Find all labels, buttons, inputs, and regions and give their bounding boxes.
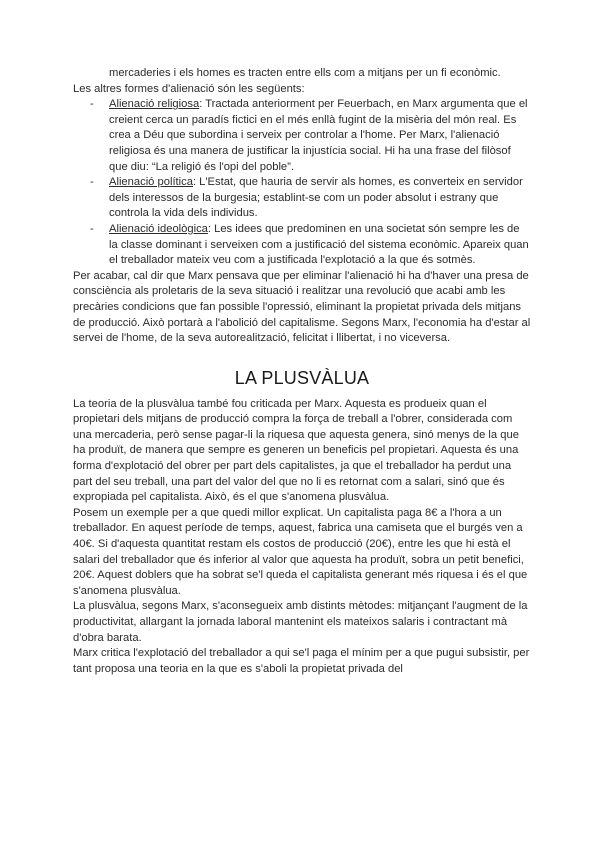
list-dash: - [90,222,94,235]
list-item-ideological-alienation [73,222,531,269]
other-forms-intro: Les altres formes d'alienació són les següents: [73,82,305,95]
item-text: : L'Estat, que hauria de servir als homes, es converteix en servidor dels interessos de la burgesia; establint-se com un poder absolut i estrany que controla la vida dels individus. [109,176,523,220]
section-title: LA PLUSVÀLUA [234,367,370,388]
list-item-political-alienation [73,175,531,222]
list-dash: - [90,176,94,189]
term-ideological-alienation: Alienació ideològica [109,222,208,235]
list-dash: - [90,98,94,111]
item-text: : Les idees que predominen en una societat són sempre les de la classe dominant i serveixen com a justificació del sistema econòmic. Apareix quan el treballador mateix veu com a justificada l'explotació a la que és sotmès. [109,222,529,267]
item-text: : Tractada anteriorment per Feuerbach, en Marx argumenta que el creient cerca un paradís fictici en el més enllà fugint de la misèria del món real. Es crea a Déu que subordina i serveix per controlar a l'home. Per Marx, l'alienació religiosa és una manera de justificar la injustícia social. Hi ha una frase del filòsof que diu: “La religió és l'opi del poble”. [109,98,528,173]
term-religious-alienation: Alienació religiosa [109,98,200,111]
intro-continuation: mercaderies i els homes es tracten entre ells com a mitjans per un fi econòmic. [109,67,501,79]
document-body [73,66,531,677]
conclusion-paragraph: Per acabar, cal dir que Marx pensava que per eliminar l'alienació hi ha d'haver una presa de consciència als proletaris de la seva situació i realitzar una revolució que acabi amb les precàries condicions que fan possible l'opressió, eliminant la propietat privada dels mitjans de producció. Això portarà a l'abolició del capitalisme. Segons Marx, l'economia ha d'estar al servei de l'home, de la seva autorealització, felicitat i llibertat, i no viceversa. [73,269,531,345]
term-political-alienation: Alienació política [109,176,193,189]
alienation-forms-list [73,97,531,269]
plusvalua-paragraph-4: Marx critica l'explotació del treballador a qui se'l paga el mínim per a que pugui subsistir, per tant proposa una teoria en la que es s'aboli la propietat privada del [73,647,530,675]
plusvalua-paragraph-2: Posem un exemple per a que quedi millor explicat. Un capitalista paga 8€ a l'hora a un treballador. En aquest període de temps, aquest, fabrica una camiseta que el burgés ven a 40€. Si d'aquesta quantitat restam els costos de producció (20€), entre les que hi està el salari del treballador que és inferior al valor que aquesta ha produït, sobra un petit benefici, 20€. Aquest doblers que ha sobrat se'l queda el capitalista generant més riquesa i és el que s'anomena plusvàlua. [73,506,528,597]
list-item-religious-alienation [73,97,531,175]
plusvalua-paragraph-3: La plusvàlua, segons Marx, s'aconsegueix amb distints mètodes: mitjançant l'augment de la productivitat, allargant la jornada laboral mantenint els mateixos salaris i contractant mà d'obra barata. [73,600,528,644]
plusvalua-paragraph-1: La teoria de la plusvàlua també fou criticada per Marx. Aquesta es produeix quan el propietari dels mitjans de producció compra la força de treball a l'obrer, considerada com una mercaderia, però sense pagar-li la riquesa que aquesta genera, sinó menys de la que ha produït, de manera que sempre es generen un beneficis pel propietari. Aquesta és una forma d'explotació del obrer per part dels capitalistes, ja que el treballador ha perdut una part del seu treball, una part del valor del que no li es retornat com a salari, sinó que és expropiada pel capitalista. Això, és el que s'anomena plusvàlua. [73,397,519,504]
